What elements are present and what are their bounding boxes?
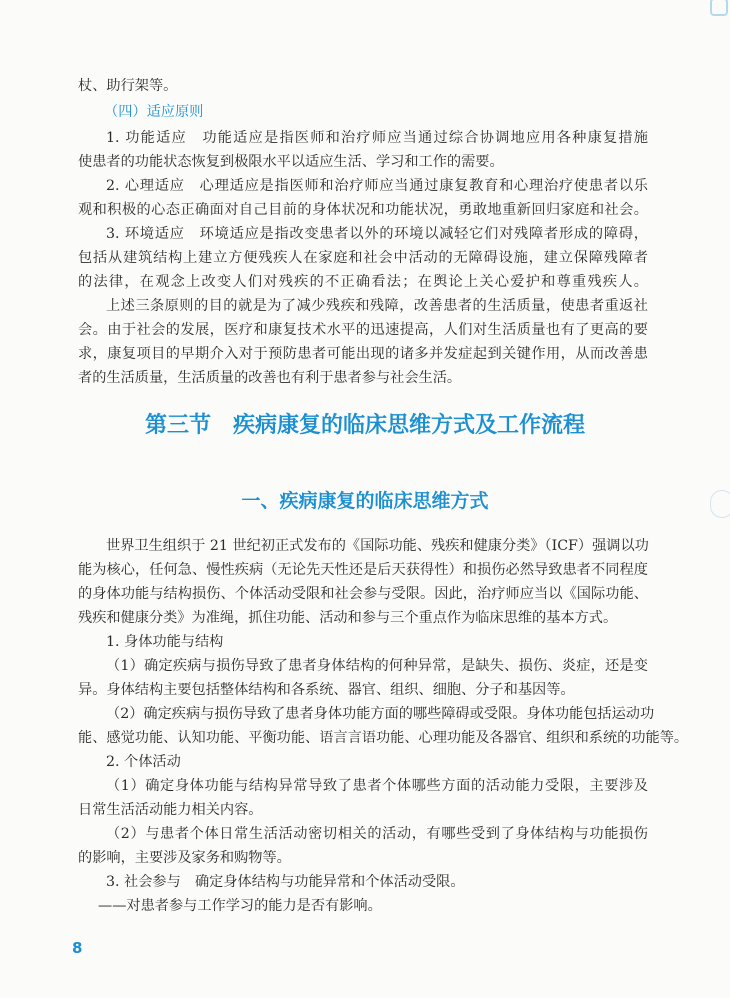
activity-limitation-paragraph: （1）确定身体功能与结构异常导致了患者个体哪些方面的活动能力受限，主要涉及 日常生活活动能力相关内容。 bbox=[78, 778, 648, 818]
body-structure-paragraph: （1）确定疾病与损伤导致了患者身体结构的何种异常，是缺失、损伤、炎症，还是变 异。身体结构主要包括整体结构和各系统、器官、组织、细胞、分子和基因等。 bbox=[78, 658, 648, 698]
principles-summary-paragraph: 上述三条原则的目的就是为了减少残疾和残障，改善患者的生活质量，使患者重返社 会。由于社会的发展，医疗和康复技术水平的迅速提高，人们对生活质量也有了更高的要 求，康复项目的早期介入对于预防患者可能出现的诸多并发症起到关键作用，从而改善患 者的生活质量，生活质量的改善也有利于患者参与社会生活。 bbox=[78, 298, 648, 386]
corner-marker bbox=[710, 0, 728, 16]
functional-adaptation-paragraph: 1. 功能适应 功能适应是指医师和治疗师应当通过综合协调地应用各种康复措施 使患者的功能状态恢复到极限水平以适应生活、学习和工作的需要。 bbox=[78, 130, 648, 170]
continuation-text: 杖、助行架等。 bbox=[78, 78, 178, 94]
individual-activity-heading: 2. 个体活动 bbox=[106, 754, 181, 770]
environmental-adaptation-paragraph: 3. 环境适应 环境适应是指改变患者以外的环境以减轻它们对残障者形成的障碍， 包括从建筑结构上建立方便残疾人在家庭和社会中活动的无障碍设施，建立保障残障者 的法律，在观念上改变人们对残疾的不正确看法；在舆论上关心爱护和尊重残疾人。 bbox=[78, 226, 648, 290]
page-number: 8 bbox=[72, 939, 83, 957]
daily-activity-paragraph: （2）与患者个体日常生活活动密切相关的活动，有哪些受到了身体结构与功能损伤 的影响，主要涉及家务和购物等。 bbox=[78, 826, 648, 866]
subsection-title: 一、疾病康复的临床思维方式 bbox=[241, 490, 489, 512]
psychological-adaptation-paragraph: 2. 心理适应 心理适应是指医师和治疗师应当通过康复教育和心理治疗使患者以乐 观和积极的心态正确面对自己目前的身体状况和功能状况，勇敢地重新回归家庭和社会。 bbox=[78, 178, 648, 218]
body-function-paragraph: （2）确定疾病与损伤导致了患者身体功能方面的哪些障碍或受限。身体功能包括运动功 能、感觉功能、认知功能、平衡功能、语言言语功能、心理功能及各器官、组织和系统的功能等。 bbox=[78, 706, 689, 746]
icf-intro-paragraph: 世界卫生组织于 21 世纪初正式发布的《国际功能、残疾和健康分类》（ICF）强调以功 能为核心，任何急、慢性疾病（无论先天性还是后天获得性）和损伤必然导致患者不同程度 的身体功能与结构损伤、个体活动受限和社会参与受限。因此，治疗师应当以《国际功能、 残疾和健康分类》为准绳，抓住功能、活动和参与三个重点作为临床思维的基本方式。 bbox=[78, 538, 649, 626]
section-title: 第三节 疾病康复的临床思维方式及工作流程 bbox=[144, 413, 585, 438]
adaptation-principle-heading: （四）适应原则 bbox=[104, 104, 204, 120]
body-function-structure-heading: 1. 身体功能与结构 bbox=[106, 634, 224, 650]
social-participation-paragraph: 3. 社会参与 确定身体结构与功能异常和个体活动受限。 ——对患者参与工作学习的能力是否有影响。 bbox=[98, 874, 465, 914]
